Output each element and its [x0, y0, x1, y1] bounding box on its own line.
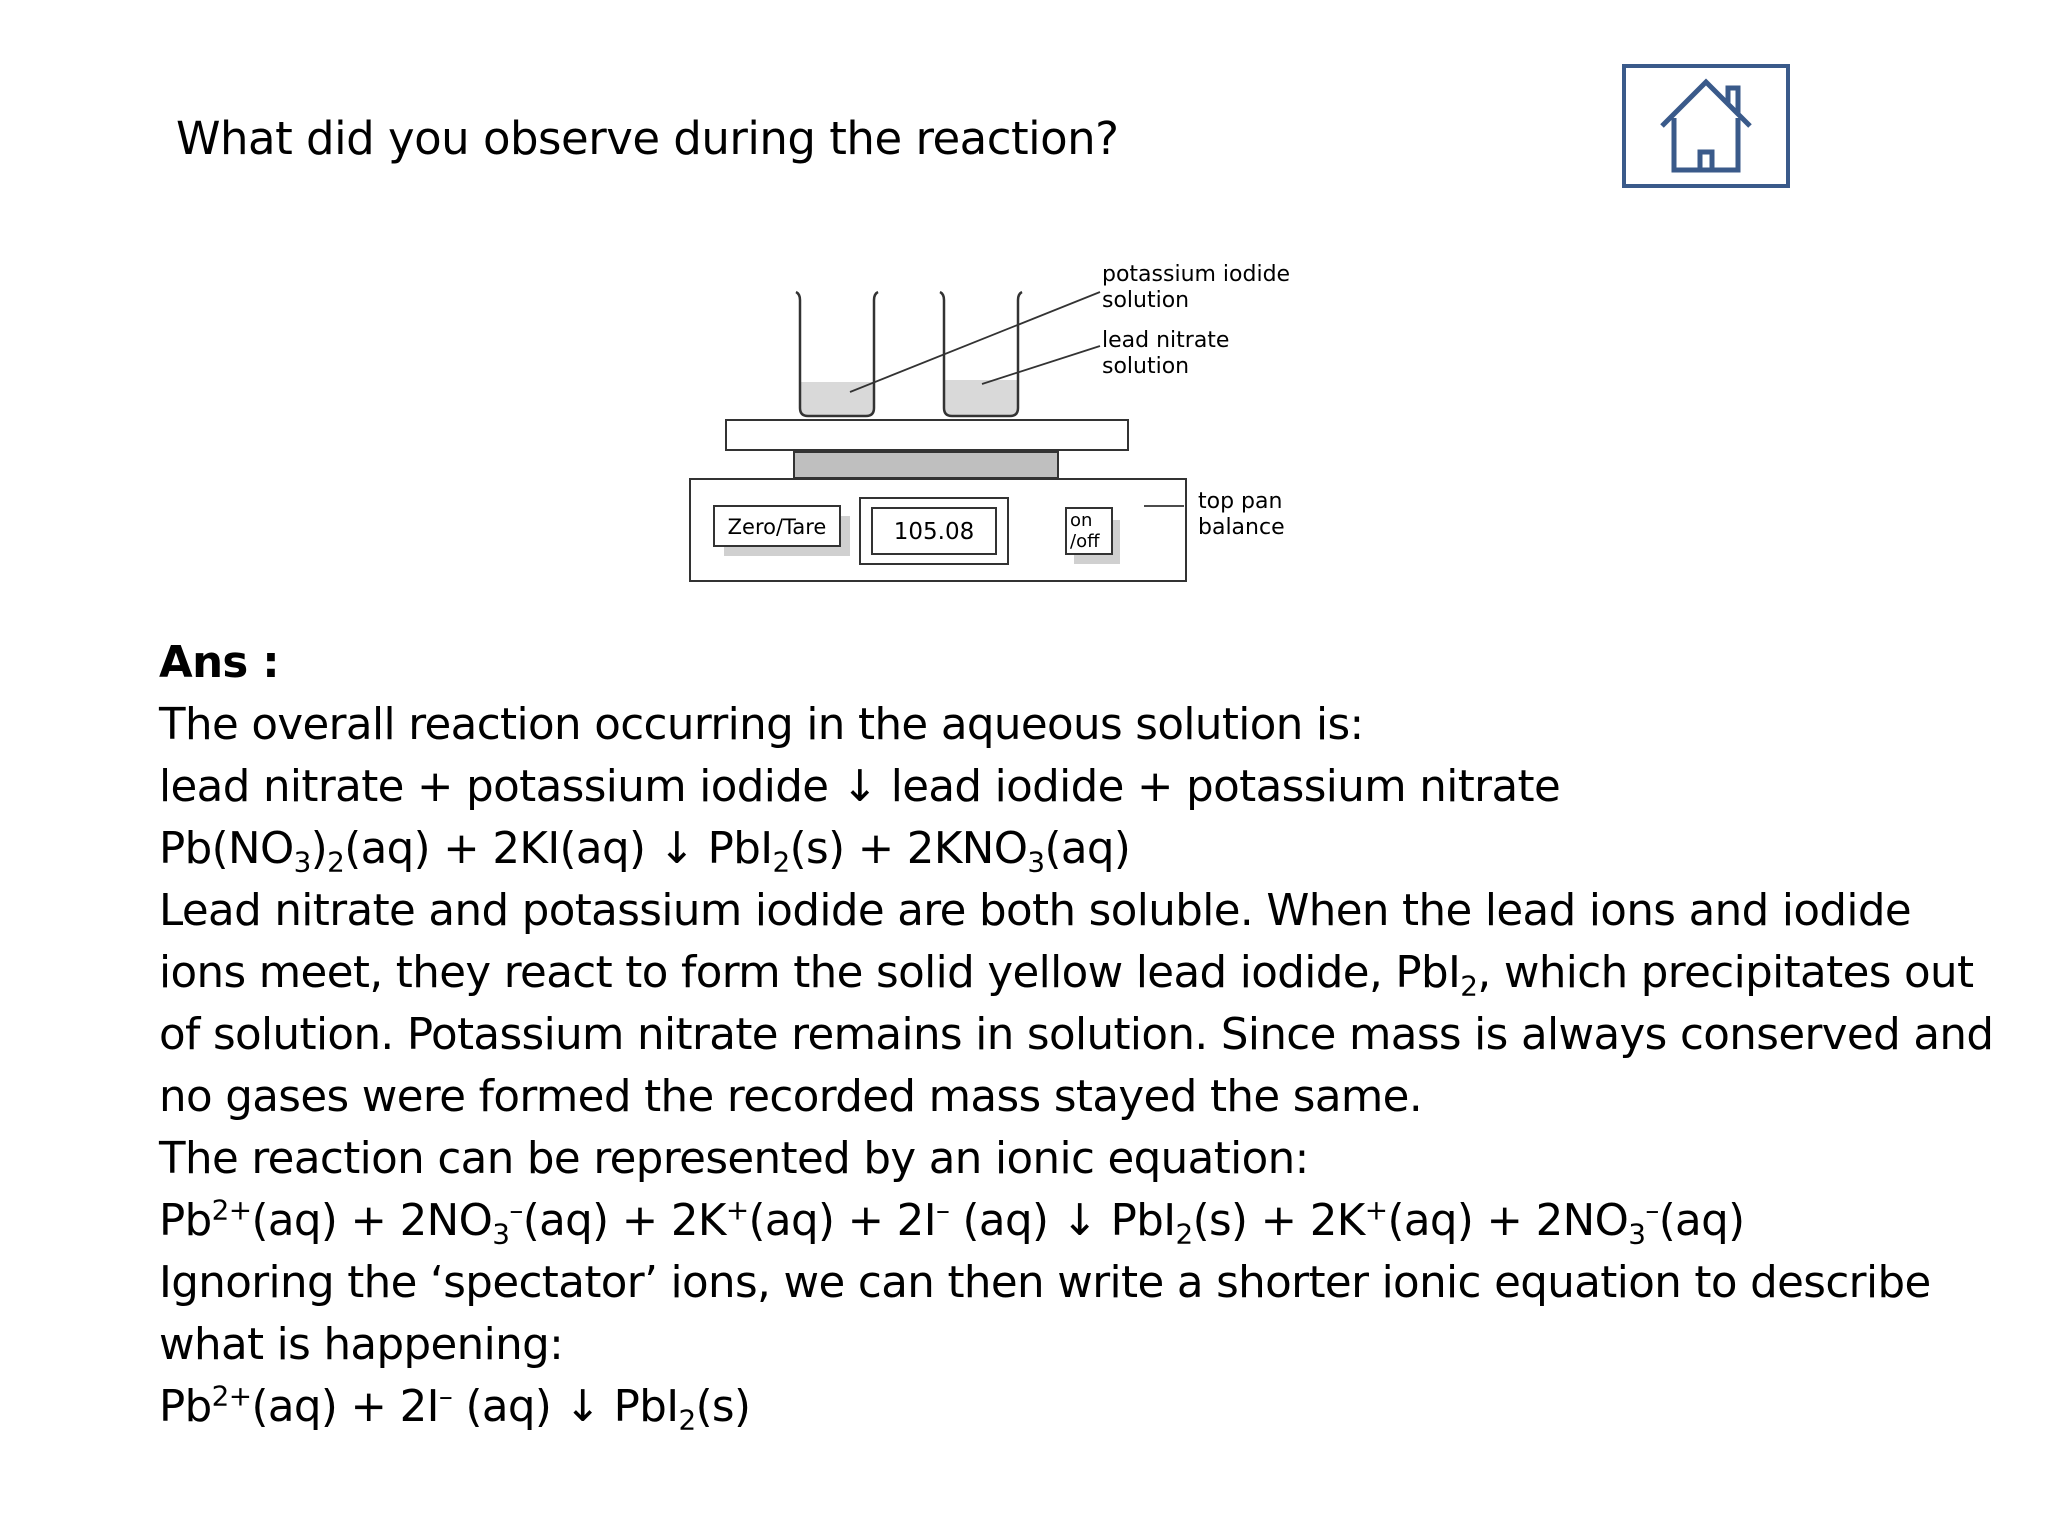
- spectator-paragraph: Ignoring the ‘spectator’ ions, we can then write a shorter ionic equation to describe what is happening:: [159, 1258, 1931, 1370]
- onoff-label-1: on: [1070, 510, 1093, 531]
- answer-title: Ans :: [159, 638, 280, 688]
- label-potassium-iodide-2: solution: [1102, 288, 1190, 313]
- label-balance-2: balance: [1198, 515, 1285, 540]
- molecular-equation: $Pb(NO_3)_2(aq) + 2KI(aq)$ ↓ $PbI_2(s) + 2KNO_3(aq)$: [159, 824, 1131, 879]
- question-text: What did you observe during the reaction?: [176, 112, 1119, 165]
- answer-intro: The overall reaction occurring in the aqueous solution is:: [159, 700, 1364, 750]
- answer-block: [159, 632, 2009, 1438]
- onoff-label-2: /off: [1070, 531, 1100, 552]
- balance-display: [860, 498, 1008, 564]
- home-button[interactable]: [1622, 64, 1790, 188]
- home-icon: [1626, 68, 1786, 184]
- reaction-diagram: [660, 258, 1320, 588]
- word-equation: lead nitrate + potassium iodide ↓ lead iodide + potassium nitrate: [159, 762, 1561, 812]
- label-balance-1: top pan: [1198, 489, 1283, 514]
- label-potassium-iodide-1: potassium iodide: [1102, 262, 1291, 287]
- display-reading: 105.08: [893, 519, 975, 545]
- onoff-button[interactable]: [1066, 508, 1120, 564]
- label-lead-nitrate-1: lead nitrate: [1102, 328, 1230, 353]
- zero-tare-button[interactable]: [714, 506, 850, 556]
- label-lead-nitrate-2: solution: [1102, 354, 1190, 379]
- full-ionic-equation: $Pb^{2+}(aq) + 2NO_3^-(aq) + 2K^+(aq) + 2I^-$ (aq) ↓ $PbI_2(s) + 2K^+(aq) + 2NO_3^-(aq)$: [159, 1193, 1745, 1251]
- beaker-lead-nitrate: [940, 292, 1022, 416]
- balance-stem: [794, 452, 1058, 478]
- net-ionic-equation: $Pb^{2+}(aq) + 2I^-$ (aq) ↓ PbI$_2$(s): [159, 1379, 751, 1437]
- beaker-potassium-iodide: [796, 292, 878, 416]
- zero-tare-label: Zero/Tare: [727, 515, 827, 539]
- ionic-intro: The reaction can be represented by an ionic equation:: [159, 1134, 1309, 1184]
- explanation-paragraph: Lead nitrate and potassium iodide are both soluble. When the lead ions and iodide ions meet, they react to form the solid yellow lead iodide, PbI$_2$, which precipitates out of solution. Potassium nitrate remains in solution. Since mass is always conserved and no gases were formed the recorded mass stayed the same.: [159, 886, 1994, 1122]
- leader-potassium-iodide: [850, 292, 1100, 392]
- balance-pan: [726, 420, 1128, 450]
- leader-lead-nitrate: [982, 346, 1100, 384]
